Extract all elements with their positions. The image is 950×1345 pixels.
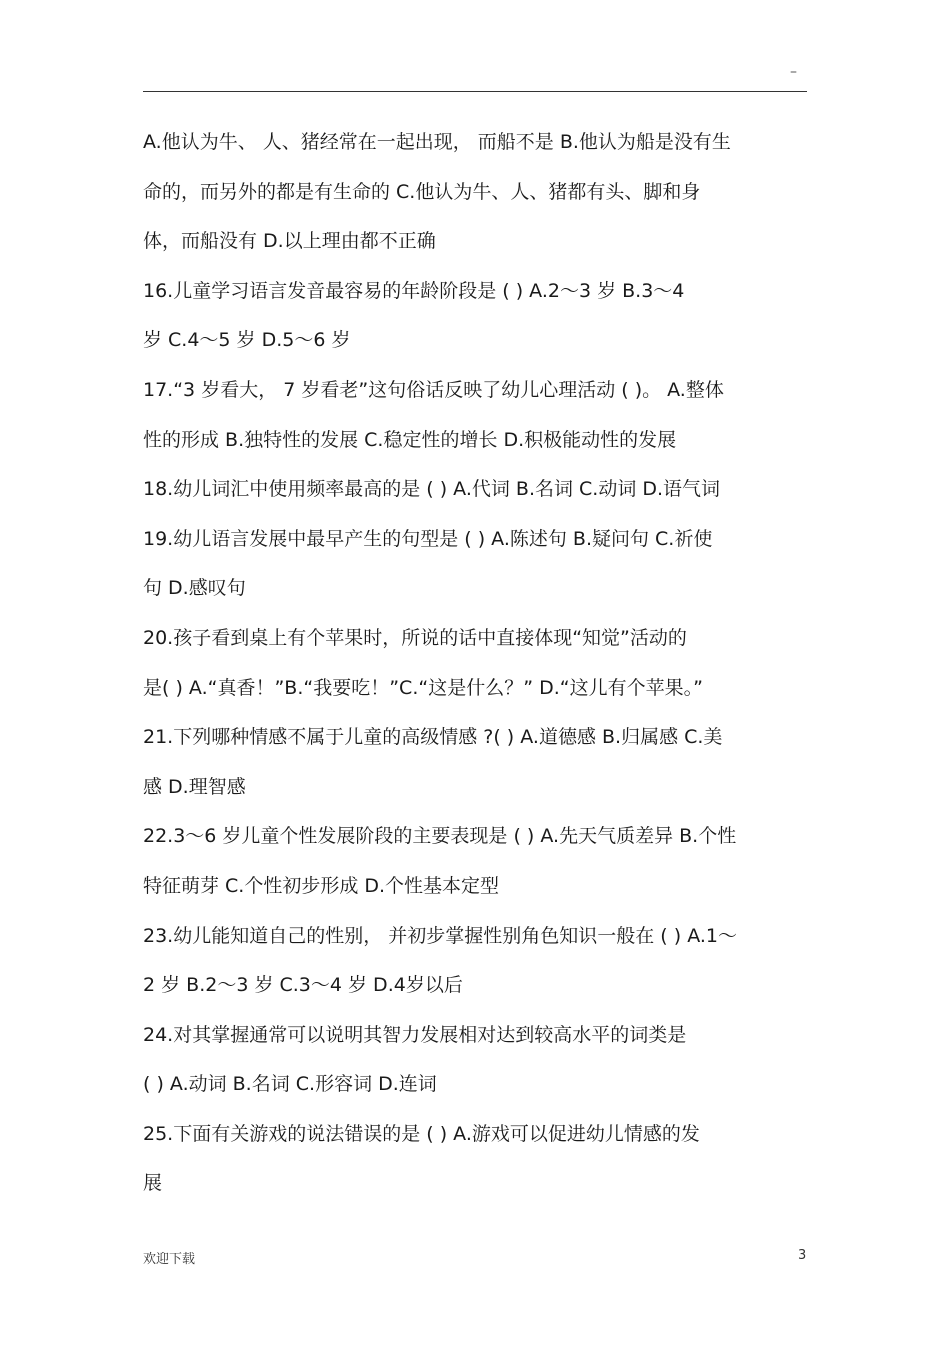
text-line: 是( ) A.“真香！”B.“我要吃！”C.“这是什么？” D.“这儿有个苹果。” bbox=[143, 676, 703, 699]
question-16-line: 16.儿童学习语言发音最容易的年龄阶段是 ( ) A.2～3 岁 B.3～4 bbox=[143, 279, 685, 302]
text-line: A.他认为牛、 人、猪经常在一起出现， 而船不是 B.他认为船是没有生 bbox=[143, 131, 731, 153]
text-line: 句 D.感叹句 bbox=[143, 577, 246, 600]
question-22-line: 22.3～6 岁儿童个性发展阶段的主要表现是 ( ) A.先天气质差异 B.个性 bbox=[143, 825, 737, 848]
text-line: 特征萌芽 C.个性初步形成 D.个性基本定型 bbox=[143, 874, 500, 897]
header-divider bbox=[143, 91, 807, 92]
question-20-line: 20.孩子看到桌上有个苹果时，所说的话中直接体现“知觉”活动的 bbox=[143, 626, 687, 649]
text-line: ( ) A.动词 B.名词 C.形容词 D.连词 bbox=[143, 1073, 437, 1096]
text-line: 性的形成 B.独特性的发展 C.稳定性的增长 D.积极能动性的发展 bbox=[143, 428, 677, 451]
text-line: 岁 C.4～5 岁 D.5～6 岁 bbox=[143, 329, 351, 352]
question-18-line: 18.幼儿词汇中使用频率最高的是 ( ) A.代词 B.名词 C.动词 D.语气词 bbox=[143, 478, 721, 501]
text-line: 展 bbox=[143, 1172, 163, 1195]
page-number: 3 bbox=[798, 1248, 807, 1263]
text-line: 命的，而另外的都是有生命的 C.他认为牛、人、猪都有头、脚和身 bbox=[143, 180, 701, 203]
text-line: 体，而船没有 D.以上理由都不正确 bbox=[143, 230, 436, 253]
question-24-line: 24.对其掌握通常可以说明其智力发展相对达到较高水平的词类是 bbox=[143, 1023, 687, 1046]
text-line: 2 岁 B.2～3 岁 C.3～4 岁 D.4岁以后 bbox=[143, 974, 463, 997]
footer-download-text: 欢迎下载 bbox=[143, 1252, 196, 1267]
document-body bbox=[143, 118, 807, 1209]
question-25-line: 25.下面有关游戏的说法错误的是 ( ) A.游戏可以促进幼儿情感的发 bbox=[143, 1122, 700, 1145]
question-19-line: 19.幼儿语言发展中最早产生的句型是 ( ) A.陈述句 B.疑问句 C.祈使 bbox=[143, 527, 713, 550]
text-line: 感 D.理智感 bbox=[143, 775, 246, 798]
question-23-line: 23.幼儿能知道自己的性别， 并初步掌握性别角色知识一般在 ( ) A.1～ bbox=[143, 924, 737, 947]
header-mark: – bbox=[790, 64, 797, 80]
question-17-line: 17.“3 岁看大， 7 岁看老”这句俗话反映了幼儿心理活动 ( )。 A.整体 bbox=[143, 378, 724, 401]
question-21-line: 21.下列哪种情感不属于儿童的高级情感 ?( ) A.道德感 B.归属感 C.美 bbox=[143, 726, 723, 749]
